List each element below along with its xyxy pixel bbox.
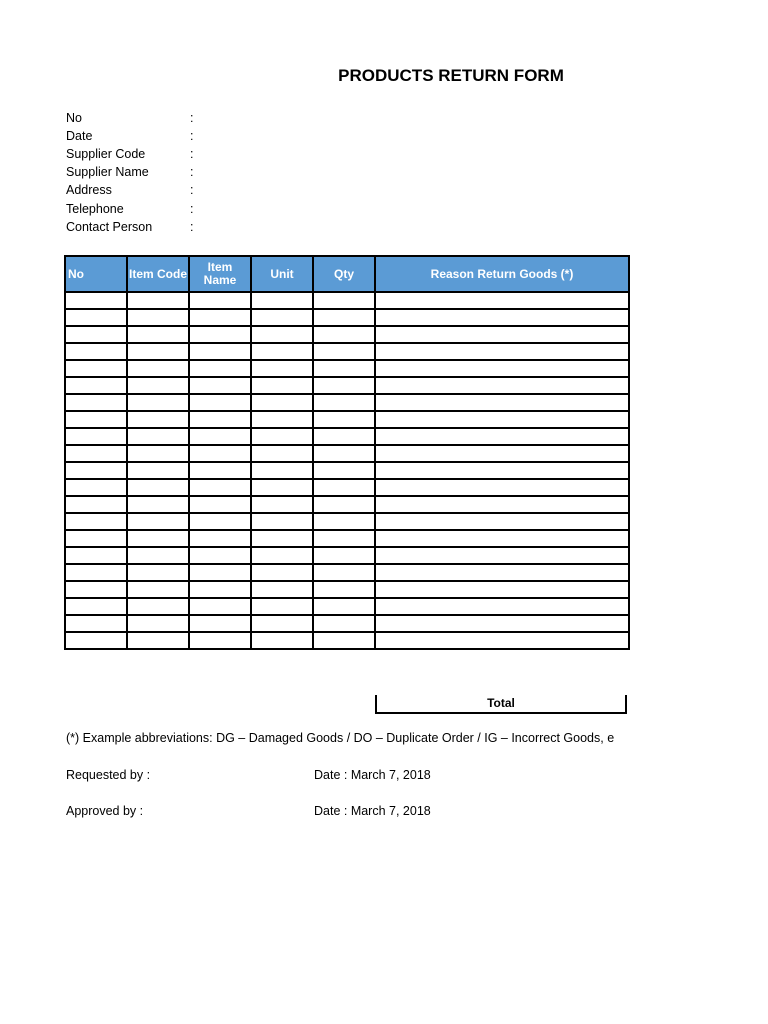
table-row <box>65 598 629 615</box>
table-cell[interactable] <box>375 326 629 343</box>
table-cell[interactable] <box>65 564 127 581</box>
table-cell[interactable] <box>375 445 629 462</box>
table-row <box>65 513 629 530</box>
field-date <box>66 127 194 145</box>
table-cell[interactable] <box>251 598 313 615</box>
table-cell[interactable] <box>251 530 313 547</box>
table-cell[interactable] <box>313 564 375 581</box>
table-cell[interactable] <box>189 564 251 581</box>
field-label: Date <box>66 129 93 143</box>
field-label: Address <box>66 183 112 197</box>
table-cell[interactable] <box>375 615 629 632</box>
field-colon: : <box>190 165 194 179</box>
table-cell[interactable] <box>127 547 189 564</box>
total-cell: Total <box>375 695 627 714</box>
field-label: Telephone <box>66 202 124 216</box>
table-row <box>65 360 629 377</box>
table-body <box>65 292 629 649</box>
table-cell[interactable] <box>189 428 251 445</box>
table-cell[interactable] <box>65 462 127 479</box>
table-cell[interactable] <box>65 292 127 309</box>
table-cell[interactable] <box>65 377 127 394</box>
table-row <box>65 496 629 513</box>
table-cell[interactable] <box>251 377 313 394</box>
table-cell[interactable] <box>127 326 189 343</box>
return-items-table <box>64 255 630 650</box>
field-label: No <box>66 111 82 125</box>
table-cell[interactable] <box>65 581 127 598</box>
table-cell[interactable] <box>313 428 375 445</box>
table-cell[interactable] <box>251 632 313 649</box>
table-cell[interactable] <box>189 547 251 564</box>
col-header-unit: Unit <box>251 256 313 292</box>
table-cell[interactable] <box>189 615 251 632</box>
table-row <box>65 292 629 309</box>
table-cell[interactable] <box>375 598 629 615</box>
table-cell[interactable] <box>313 326 375 343</box>
table-cell[interactable] <box>127 598 189 615</box>
table-cell[interactable] <box>127 615 189 632</box>
table-cell[interactable] <box>251 343 313 360</box>
table-cell[interactable] <box>251 513 313 530</box>
table-cell[interactable] <box>127 581 189 598</box>
table-cell[interactable] <box>189 479 251 496</box>
table-cell[interactable] <box>375 564 629 581</box>
table-cell[interactable] <box>375 632 629 649</box>
table-row <box>65 632 629 649</box>
table-cell[interactable] <box>65 360 127 377</box>
table-cell[interactable] <box>127 309 189 326</box>
table-cell[interactable] <box>65 309 127 326</box>
table-row <box>65 615 629 632</box>
table-cell[interactable] <box>127 428 189 445</box>
table-cell[interactable] <box>65 394 127 411</box>
table-cell[interactable] <box>251 547 313 564</box>
field-colon: : <box>190 220 194 234</box>
table-cell[interactable] <box>189 632 251 649</box>
table-row <box>65 309 629 326</box>
table-cell[interactable] <box>251 462 313 479</box>
table-cell[interactable] <box>375 411 629 428</box>
table-row <box>65 479 629 496</box>
table-cell[interactable] <box>189 377 251 394</box>
table-cell[interactable] <box>313 632 375 649</box>
table-row <box>65 445 629 462</box>
table-cell[interactable] <box>65 479 127 496</box>
table-cell[interactable] <box>251 394 313 411</box>
table-cell[interactable] <box>375 343 629 360</box>
table-cell[interactable] <box>375 377 629 394</box>
table-cell[interactable] <box>313 394 375 411</box>
table-cell[interactable] <box>251 615 313 632</box>
table-cell[interactable] <box>313 615 375 632</box>
table-row <box>65 462 629 479</box>
table-cell[interactable] <box>375 496 629 513</box>
table-cell[interactable] <box>313 462 375 479</box>
table-cell[interactable] <box>313 513 375 530</box>
table-cell[interactable] <box>189 598 251 615</box>
abbreviations-note: (*) Example abbreviations: DG – Damaged Goods / DO – Duplicate Order / IG – Incorrect Goods, e <box>66 731 615 745</box>
table-cell[interactable] <box>127 513 189 530</box>
col-header-qty: Qty <box>313 256 375 292</box>
table-cell[interactable] <box>313 309 375 326</box>
table-cell[interactable] <box>127 462 189 479</box>
table-cell[interactable] <box>251 360 313 377</box>
table-cell[interactable] <box>313 530 375 547</box>
field-label: Supplier Code <box>66 147 146 161</box>
table-cell[interactable] <box>313 292 375 309</box>
table-cell[interactable] <box>313 496 375 513</box>
table-row <box>65 547 629 564</box>
table-cell[interactable] <box>375 530 629 547</box>
table-cell[interactable] <box>127 411 189 428</box>
table-cell[interactable] <box>375 513 629 530</box>
table-cell[interactable] <box>65 530 127 547</box>
requested-date: Date : March 7, 2018 <box>314 768 431 782</box>
table-cell[interactable] <box>127 445 189 462</box>
field-supplier-code <box>66 145 194 163</box>
table-cell[interactable] <box>251 564 313 581</box>
field-no <box>66 109 194 127</box>
table-row <box>65 411 629 428</box>
table-cell[interactable] <box>375 394 629 411</box>
table-cell[interactable] <box>251 479 313 496</box>
table-cell[interactable] <box>251 326 313 343</box>
table-cell[interactable] <box>313 377 375 394</box>
field-label: Contact Person <box>66 220 153 234</box>
col-header-no: No <box>65 256 127 292</box>
table-cell[interactable] <box>375 462 629 479</box>
table-cell[interactable] <box>65 428 127 445</box>
table-row <box>65 564 629 581</box>
table-row <box>65 581 629 598</box>
table-cell[interactable] <box>189 462 251 479</box>
field-colon: : <box>190 129 194 143</box>
table-cell[interactable] <box>313 581 375 598</box>
table-cell[interactable] <box>189 394 251 411</box>
table-header-row <box>65 256 629 292</box>
table-cell[interactable] <box>189 581 251 598</box>
field-supplier-name <box>66 163 194 181</box>
field-colon: : <box>190 111 194 125</box>
table-cell[interactable] <box>251 581 313 598</box>
table-cell[interactable] <box>375 581 629 598</box>
field-contact-person <box>66 218 194 236</box>
field-label: Supplier Name <box>66 165 149 179</box>
table-cell[interactable] <box>127 632 189 649</box>
table-cell[interactable] <box>189 309 251 326</box>
table-cell[interactable] <box>65 326 127 343</box>
table-cell[interactable] <box>127 564 189 581</box>
table-cell[interactable] <box>65 615 127 632</box>
table-cell[interactable] <box>189 445 251 462</box>
table-cell[interactable] <box>65 632 127 649</box>
col-header-item-name: Item Name <box>189 256 251 292</box>
field-colon: : <box>190 202 194 216</box>
table-cell[interactable] <box>313 411 375 428</box>
table-cell[interactable] <box>375 360 629 377</box>
table-cell[interactable] <box>251 496 313 513</box>
field-address <box>66 181 194 199</box>
field-colon: : <box>190 183 194 197</box>
table-row <box>65 377 629 394</box>
table-cell[interactable] <box>251 428 313 445</box>
table-cell[interactable] <box>251 309 313 326</box>
table-cell[interactable] <box>127 394 189 411</box>
table-cell[interactable] <box>251 445 313 462</box>
table-cell[interactable] <box>375 309 629 326</box>
table-row <box>65 326 629 343</box>
table-cell[interactable] <box>375 428 629 445</box>
approved-date: Date : March 7, 2018 <box>314 804 431 818</box>
table-cell[interactable] <box>251 292 313 309</box>
table-cell[interactable] <box>127 496 189 513</box>
table-row <box>65 394 629 411</box>
table-cell[interactable] <box>251 411 313 428</box>
table-cell[interactable] <box>189 513 251 530</box>
requested-by-label: Requested by : <box>66 768 151 782</box>
table-cell[interactable] <box>313 598 375 615</box>
table-cell[interactable] <box>189 326 251 343</box>
table-cell[interactable] <box>127 292 189 309</box>
table-cell[interactable] <box>375 479 629 496</box>
table-cell[interactable] <box>313 343 375 360</box>
field-colon: : <box>190 147 194 161</box>
table-cell[interactable] <box>65 496 127 513</box>
table-row <box>65 428 629 445</box>
table-cell[interactable] <box>313 547 375 564</box>
table-row <box>65 530 629 547</box>
table-cell[interactable] <box>313 360 375 377</box>
table-cell[interactable] <box>189 360 251 377</box>
col-header-item-code: Item Code <box>127 256 189 292</box>
table-cell[interactable] <box>313 445 375 462</box>
table-cell[interactable] <box>375 547 629 564</box>
table-cell[interactable] <box>189 411 251 428</box>
table-cell[interactable] <box>127 360 189 377</box>
table-cell[interactable] <box>127 530 189 547</box>
table-cell[interactable] <box>375 292 629 309</box>
table-cell[interactable] <box>65 547 127 564</box>
table-cell[interactable] <box>189 292 251 309</box>
form-title: PRODUCTS RETURN FORM <box>338 66 564 85</box>
table-cell[interactable] <box>127 343 189 360</box>
table-cell[interactable] <box>127 377 189 394</box>
table-row <box>65 343 629 360</box>
table-cell[interactable] <box>313 479 375 496</box>
table-cell[interactable] <box>65 513 127 530</box>
table-cell[interactable] <box>65 411 127 428</box>
table-cell[interactable] <box>65 598 127 615</box>
col-header-reason: Reason Return Goods (*) <box>375 256 629 292</box>
field-telephone <box>66 200 194 218</box>
table-cell[interactable] <box>65 343 127 360</box>
table-cell[interactable] <box>189 530 251 547</box>
approved-by-label: Approved by : <box>66 804 144 818</box>
table-cell[interactable] <box>65 445 127 462</box>
table-cell[interactable] <box>189 496 251 513</box>
table-cell[interactable] <box>127 479 189 496</box>
table-cell[interactable] <box>189 343 251 360</box>
